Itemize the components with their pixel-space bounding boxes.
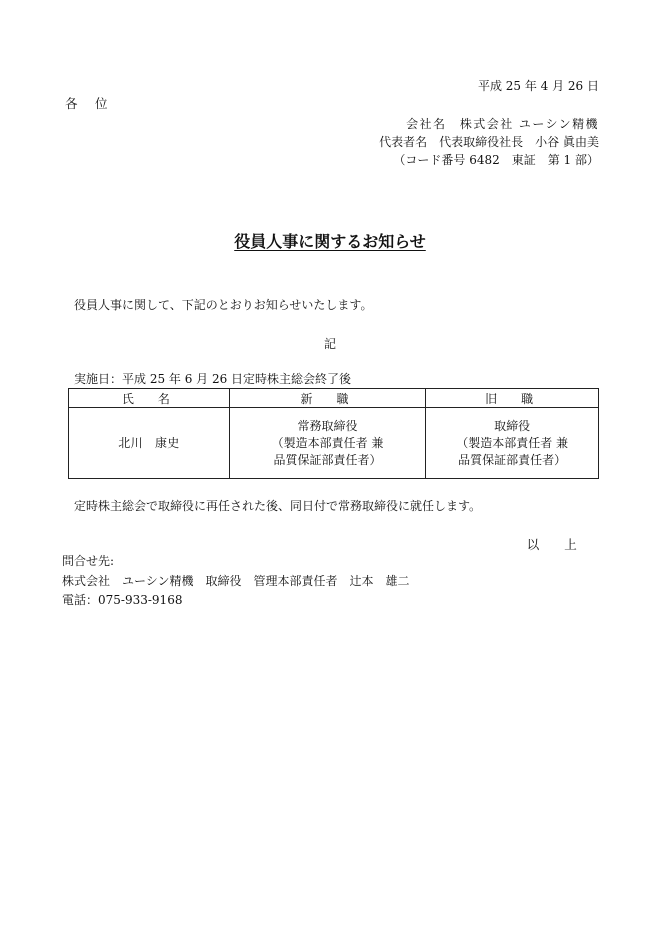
column-header-name: 氏 名 xyxy=(69,389,230,408)
contact-person: 株式会社 ユーシン精機 取締役 管理本部責任者 辻本 雄二 xyxy=(62,574,410,588)
old-position-line: （製造本部責任者 兼 xyxy=(456,435,569,450)
table-row xyxy=(69,408,599,479)
cell-old-position xyxy=(426,408,599,479)
company-name: 会社名 株式会社 ユーシン精機 xyxy=(406,117,599,131)
page-title: 役員人事に関するお知らせ xyxy=(234,232,426,251)
column-header-old-position: 旧 職 xyxy=(426,389,599,408)
closing-mark: 以 上 xyxy=(526,537,583,552)
cell-new-position xyxy=(229,408,426,479)
column-header-new-position: 新 職 xyxy=(229,389,426,408)
old-position-line: 取締役 xyxy=(494,418,531,433)
representative: 代表者名 代表取締役社長 小谷 眞由美 xyxy=(379,135,599,149)
table-header-row xyxy=(69,389,599,408)
contact-heading: 問合せ先: xyxy=(62,554,115,568)
personnel-table xyxy=(68,388,599,479)
stock-code: （コード番号 6482 東証 第 1 部） xyxy=(393,153,599,167)
new-position-line: 品質保証部責任者） xyxy=(273,452,382,467)
contact-phone: 電話：075-933-9168 xyxy=(62,593,183,607)
cell-name: 北川 康史 xyxy=(69,408,230,479)
new-position-line: 常務取締役 xyxy=(297,418,358,433)
addressee: 各 位 xyxy=(65,96,111,111)
ki-heading: 記 xyxy=(323,337,336,351)
reelection-note: 定時株主総会で取締役に再任された後、同日付で常務取締役に就任します。 xyxy=(74,499,482,513)
effective-date: 実施日：平成 25 年 6 月 26 日定時株主総会終了後 xyxy=(74,372,352,386)
intro-text: 役員人事に関して、下記のとおりお知らせいたします。 xyxy=(74,298,373,312)
issue-date: 平成 25 年 4 月 26 日 xyxy=(477,79,599,93)
new-position-line: （製造本部責任者 兼 xyxy=(271,435,384,450)
old-position-line: 品質保証部責任者） xyxy=(458,452,567,467)
